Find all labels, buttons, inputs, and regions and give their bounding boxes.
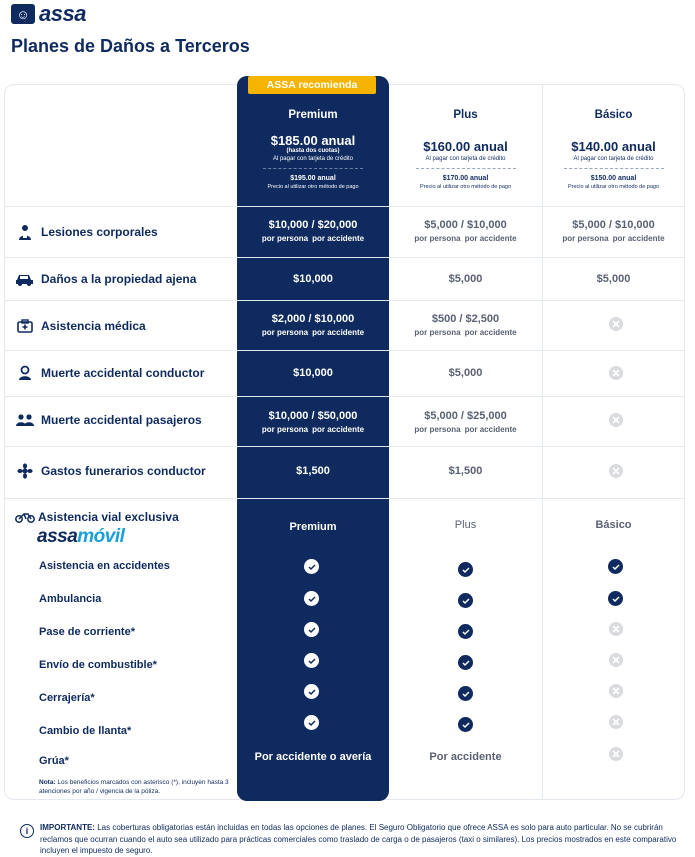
coverage-sub: por accidente — [312, 425, 365, 434]
coverage-sub: por persona — [562, 234, 609, 243]
coverage-label-muerte-conductor — [15, 363, 204, 383]
coverage-sub: por accidente — [464, 425, 517, 434]
plan-alt-price: $170.00 anual — [442, 175, 489, 182]
coverage-amount: $10,000 / $20,000 — [268, 219, 358, 231]
coverage-amount: $2,000 / $10,000 — [271, 313, 355, 325]
coverage-label-muerte-pasajeros — [15, 410, 202, 430]
assa-movil-logo-a: assa — [37, 526, 78, 547]
coverage-amount: $5,000 / $10,000 — [572, 219, 655, 231]
plan-price-note: Al pagar con tarjeta de crédito — [425, 156, 506, 162]
info-icon: i — [20, 824, 34, 838]
important-footer — [20, 822, 680, 857]
check-icon — [304, 591, 319, 606]
service-label: Grúa* — [39, 755, 69, 767]
row-divider — [4, 350, 685, 351]
coverage-value-plus: $5,000 — [448, 367, 483, 379]
row-divider — [4, 446, 685, 447]
coverage-sub: por persona — [261, 425, 309, 434]
assist-head-basico: Básico — [595, 519, 632, 531]
coverage-label-danos — [15, 269, 196, 289]
check-icon — [458, 655, 473, 670]
plan-alt-note: Precio al utilizar otro método de pago — [419, 184, 512, 190]
plan-header-premium — [237, 109, 389, 190]
row-divider — [4, 257, 685, 258]
service-label: Cambio de llanta* — [39, 725, 132, 737]
coverage-label-gastos-funerarios — [15, 461, 206, 481]
coverage-amount: $500 / $2,500 — [431, 313, 500, 325]
check-icon — [458, 562, 473, 577]
row-divider — [4, 300, 685, 301]
coverage-value-plus — [389, 219, 542, 243]
footer-body: Las coberturas obligatorias están incluidas en todas las opciones de planes. El Seguro Obligatorio que ofrece ASSA es solo para auto particular. No se cubrirán reclamos que ocurran cuando el auto sea utilizado para prácticas comerciales como traslado de carga o de pasajeros (taxi o similares). Los precios mostrados en este comparativo incluyen el impuesto de seguro. — [40, 823, 677, 856]
coverage-value-premium: $10,000 — [293, 367, 333, 379]
coverage-sub: por accidente — [464, 328, 517, 337]
coverage-value-basico: $5,000 — [596, 273, 631, 285]
coverage-label: Daños a la propiedad ajena — [41, 272, 197, 286]
price-divider — [564, 168, 664, 169]
plan-alt-price: $195.00 anual — [290, 175, 336, 182]
service-label: Ambulancia — [39, 593, 102, 605]
coverage-value-plus: $1,500 — [448, 465, 483, 477]
coverage-sub: por persona — [414, 328, 461, 337]
coverage-value-plus: $5,000 — [448, 273, 483, 285]
check-icon — [458, 593, 473, 608]
not-included-icon — [609, 317, 623, 331]
column-divider — [542, 84, 543, 800]
check-icon — [458, 686, 473, 701]
coverage-value-basico — [542, 219, 685, 243]
price-divider — [263, 168, 363, 169]
coverage-sub: por accidente — [464, 234, 517, 243]
plan-price-note: Al pagar con tarjeta de crédito — [573, 156, 654, 162]
lion-logo-icon: ☺ — [11, 4, 35, 24]
service-label: Cerrajería* — [39, 692, 95, 704]
coverage-value-plus — [389, 410, 542, 434]
check-icon — [608, 559, 623, 574]
check-icon — [304, 559, 319, 574]
price-divider — [416, 168, 516, 169]
check-icon — [304, 622, 319, 637]
coverage-sub: por accidente — [312, 234, 365, 243]
check-icon — [304, 684, 319, 699]
plan-price-sub: (hasta dos cuotas) — [286, 148, 340, 154]
medical-kit-icon — [15, 316, 35, 336]
coverage-label-lesiones — [15, 222, 158, 242]
benefits-note — [39, 779, 239, 797]
footer-bold: IMPORTANTE: — [40, 823, 95, 832]
plan-alt-price: $150.00 anual — [590, 175, 637, 182]
plan-price: $185.00 anual — [270, 133, 356, 148]
service-label: Pase de corriente* — [39, 626, 135, 638]
not-included-icon — [609, 684, 623, 698]
coverage-value-premium — [237, 313, 389, 337]
driver-icon — [15, 363, 35, 383]
funeral-icon — [15, 461, 35, 481]
coverage-label: Lesiones corporales — [41, 225, 158, 239]
plan-name: Premium — [288, 109, 338, 121]
plan-name: Plus — [453, 109, 478, 121]
grua-value-premium: Por accidente o avería — [254, 751, 372, 763]
plan-name: Básico — [594, 109, 633, 121]
assist-head-premium: Premium — [289, 521, 337, 533]
check-icon — [304, 653, 319, 668]
footer-text — [40, 822, 680, 857]
coverage-value-premium — [237, 219, 389, 243]
check-icon — [608, 591, 623, 606]
coverage-value-premium: $10,000 — [293, 273, 333, 285]
coverage-value-plus — [389, 313, 542, 337]
motorcycle-icon — [15, 511, 35, 523]
coverage-sub: por persona — [414, 425, 461, 434]
check-icon — [458, 624, 473, 639]
coverage-sub: por accidente — [312, 328, 365, 337]
plan-header-plus — [389, 109, 542, 190]
coverage-label: Gastos funerarios conductor — [41, 464, 206, 478]
not-included-icon — [609, 413, 623, 427]
injured-person-icon — [15, 222, 35, 242]
coverage-label: Asistencia médica — [41, 319, 146, 333]
coverage-amount: $5,000 / $10,000 — [424, 219, 507, 231]
plan-alt-note: Precio al utilizar otro método de pago — [267, 184, 359, 190]
note-text: Los beneficios marcados con asterisco (*), incluyen hasta 3 atenciones por año / vigencia de la póliza. — [39, 779, 229, 795]
row-divider — [4, 206, 685, 207]
check-icon — [304, 715, 319, 730]
coverage-label: Muerte accidental conductor — [41, 366, 205, 380]
grua-value-plus: Por accidente — [429, 751, 502, 763]
not-included-icon — [609, 622, 623, 636]
assa-movil-logo — [37, 526, 124, 548]
service-label: Asistencia en accidentes — [39, 560, 170, 572]
row-divider — [4, 396, 685, 397]
not-included-icon — [609, 464, 623, 478]
coverage-sub: por persona — [261, 328, 309, 337]
coverage-amount: $10,000 / $50,000 — [268, 410, 358, 422]
coverage-value-premium: $1,500 — [296, 465, 330, 477]
coverage-amount: $5,000 / $25,000 — [424, 410, 507, 422]
plan-alt-note: Precio al utilizar otro método de pago — [567, 184, 660, 190]
coverage-sub: por persona — [414, 234, 461, 243]
assa-movil-logo-m: móvil — [77, 526, 125, 547]
check-icon — [458, 717, 473, 732]
passengers-icon — [15, 410, 35, 430]
assa-logo[interactable] — [11, 1, 86, 26]
plan-price: $140.00 anual — [571, 139, 656, 154]
row-divider — [4, 498, 685, 499]
coverage-label-asistencia-medica — [15, 316, 146, 336]
coverage-sub: por persona — [261, 234, 309, 243]
not-included-icon — [609, 715, 623, 729]
not-included-icon — [609, 366, 623, 380]
not-included-icon — [609, 653, 623, 667]
note-bold: Nota: — [39, 779, 56, 786]
assist-head-plus: Plus — [454, 519, 477, 531]
plan-price: $160.00 anual — [423, 139, 508, 154]
not-included-icon — [609, 747, 623, 761]
page-title: Planes de Daños a Terceros — [11, 36, 250, 56]
coverage-label: Muerte accidental pasajeros — [41, 413, 202, 427]
plan-price-note: Al pagar con tarjeta de crédito — [272, 156, 354, 162]
assistance-title-text: Asistencia vial exclusiva — [38, 510, 179, 524]
plan-header-basico — [542, 109, 685, 190]
recommended-badge: ASSA recomienda — [248, 76, 376, 94]
assistance-title — [15, 510, 179, 524]
service-label: Envío de combustible* — [39, 659, 157, 671]
logo-text: assa — [39, 1, 86, 26]
car-crash-icon — [15, 269, 35, 289]
coverage-value-premium — [237, 410, 389, 434]
coverage-sub: por accidente — [612, 234, 665, 243]
